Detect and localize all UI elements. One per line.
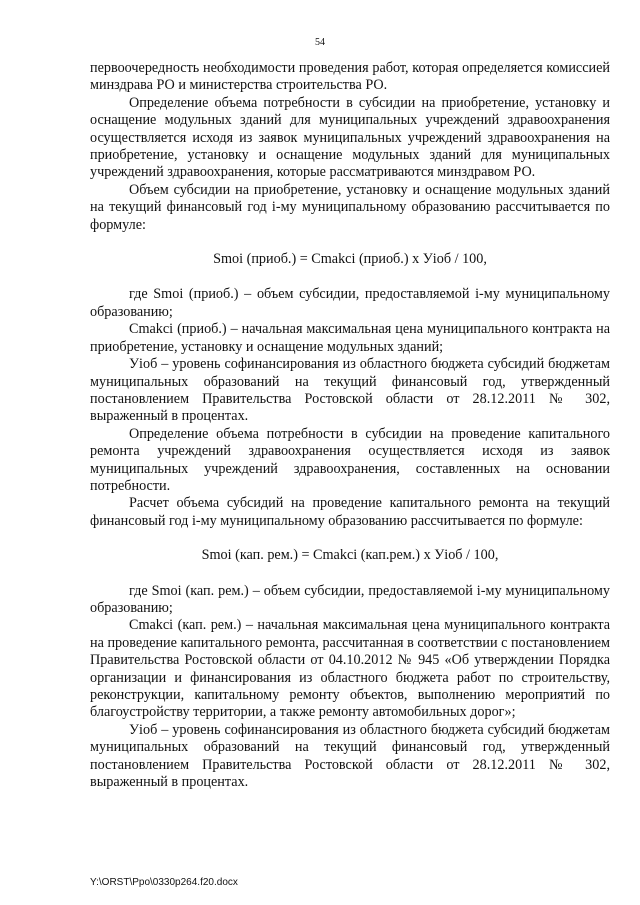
paragraph: где Smoi (приоб.) – объем субсидии, предоставляемой i-му муниципальному образованию; (90, 286, 610, 320)
paragraph: Cmakci (кап. рем.) – начальная максимальная цена муниципального контракта на проведение капитального ремонта, рассчитанная в соответствии с постановлением Правительства Ростовской области от 04.10.2012 № 945 «Об утверждении Порядка организации и финансирования из областного бюджета работ по строительству, реконструкции, капитальному ремонту объектов, выполнению мероприятий по благоустройству территории, а также ремонту автомобильных дорог»; (90, 617, 610, 721)
paragraph: первоочередность необходимости проведения работ, которая определяется комиссией минздрава РО и министерства строительства РО. (90, 60, 610, 94)
paragraph: Уioб – уровень софинансирования из областного бюджета субсидий бюджетам муниципальных образований на текущий финансовый год, утвержденный постановлением Правительства Ростовской области от 28.12.2011 № 302, выраженный в процентах. (90, 721, 610, 791)
paragraph: Объем субсидии на приобретение, установку и оснащение модульных зданий на текущий финансовый год i-му муниципальному образованию рассчитывается по формуле: (90, 181, 610, 233)
page-number: 54 (315, 37, 325, 48)
paragraph: Cmakci (приоб.) – начальная максимальная цена муниципального контракта на приобретение, установку и оснащение модульных зданий; (90, 321, 610, 355)
document-body (90, 60, 610, 791)
paragraph: Уioб – уровень софинансирования из областного бюджета субсидий бюджетам муниципальных образований на текущий финансовый год, утвержденный постановлением Правительства Ростовской области от 28.12.2011 № 302, выраженный в процентах. (90, 356, 610, 425)
file-path-footer: Y:\ORST\Ppo\0330p264.f20.docx (90, 877, 238, 888)
paragraph: Определение объема потребности в субсидии на приобретение, установку и оснащение модульных зданий для муниципальных учреждений здравоохранения осуществляется исходя из заявок муниципальных учреждений здравоохранения на приобретение, установку и оснащение модульных зданий для муниципальных учреждений здравоохранения, которые рассматриваются минздравом РО. (90, 94, 610, 181)
paragraph: Определение объема потребности в субсидии на проведение капитального ремонта учреждений здравоохранения осуществляется исходя из заявок муниципальных учреждений здравоохранения, составленных на основании потребности. (90, 425, 610, 494)
paragraph: Расчет объема субсидий на проведение капитального ремонта на текущий финансовый год i-му муниципальному образованию рассчитывается по формуле: (90, 495, 610, 529)
formula: Smoi (кап. рем.) = Cmakci (кап.рем.) x Уioб / 100, (201, 547, 499, 564)
paragraph: где Smoi (кап. рем.) – объем субсидии, предоставляемой i-му муниципальному образованию; (90, 582, 610, 616)
formula: Smoi (приоб.) = Cmakci (приоб.) x Уioб / 100, (213, 251, 487, 268)
